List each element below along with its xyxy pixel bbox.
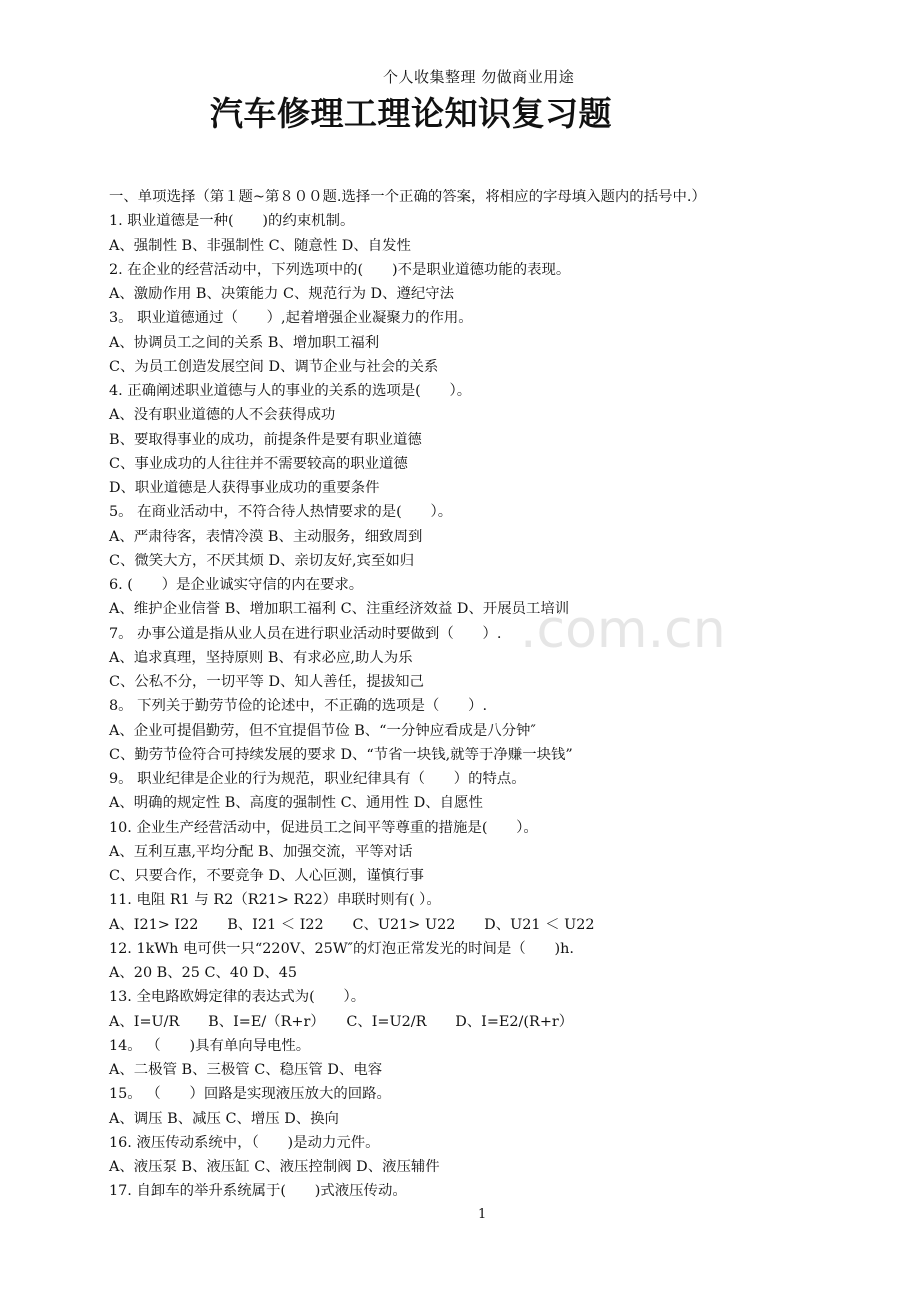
text-line: 一、单项选择（第１题~第８００题.选择一个正确的答案，将相应的字母填入题内的括号中.） xyxy=(109,189,706,205)
text-line: A、I21> I22 B、I21 ＜ I22 C、U21> U22 D、U21 ＜ U22 xyxy=(109,916,595,933)
text-line: 3。 职业道德通过（ ）,起着增强企业凝聚力的作用。 xyxy=(109,310,473,327)
text-line: 7。 办事公道是指从业人员在进行职业活动时要做到（ ）. xyxy=(109,625,502,642)
text-line: C、为员工创造发展空间 D、调节企业与社会的关系 xyxy=(109,358,439,375)
text-line: 5。 在商业活动中，不符合待人热情要求的是( ）。 xyxy=(109,504,453,521)
text-line: 2. 在企业的经营活动中，下列选项中的( )不是职业道德功能的表现。 xyxy=(109,261,571,278)
text-line: A、调压 B、减压 C、增压 D、换向 xyxy=(109,1110,339,1127)
text-line: C、微笑大方，不厌其烦 D、亲切友好,宾至如归 xyxy=(109,552,415,569)
page-number: 1 xyxy=(478,1207,487,1222)
text-line: 6. ( ）是企业诚实守信的内在要求。 xyxy=(109,577,364,593)
text-line: 16. 液压传动系统中，（ )是动力元件。 xyxy=(109,1134,380,1151)
text-line: 11. 电阻 R1 与 R2（R21> R22）串联时则有( ）。 xyxy=(109,892,441,909)
text-line: C、只要合作，不要竞争 D、人心叵测，谨慎行事 xyxy=(109,868,424,884)
text-line: 4. 正确阐述职业道德与人的事业的关系的选项是( ）。 xyxy=(109,383,472,399)
text-line: 10. 企业生产经营活动中，促进员工之间平等尊重的措施是( ）。 xyxy=(109,819,538,836)
text-line: 8。 下列关于勤劳节俭的论述中，不正确的选项是（ ）. xyxy=(109,698,488,715)
text-line: A、企业可提倡勤劳，但不宜提倡节俭 B、“一分钟应看成是八分钟″ xyxy=(109,722,536,739)
text-line: A、互利互惠,平均分配 B、加强交流，平等对话 xyxy=(109,843,413,860)
text-line: C、勤劳节俭符合可持续发展的要求 D、“节省一块钱,就等于净赚一块钱” xyxy=(109,746,573,763)
text-line: 15。 （ ）回路是实现液压放大的回路。 xyxy=(109,1086,391,1103)
text-line: A、强制性 B、非强制性 C、随意性 D、自发性 xyxy=(109,237,411,254)
header-note: 个人收集整理 勿做商业用途 xyxy=(383,68,575,86)
text-line: 14。 （ )具有单向导电性。 xyxy=(109,1037,311,1054)
text-line: D、职业道德是人获得事业成功的重要条件 xyxy=(109,480,380,496)
text-line: C、事业成功的人往往并不需要较高的职业道德 xyxy=(109,455,408,472)
text-line: C、公私不分，一切平等 D、知人善任，提拔知己 xyxy=(109,674,424,690)
text-line: 13. 全电路欧姆定律的表达式为( ）。 xyxy=(109,989,366,1006)
text-line: A、协调员工之间的关系 B、增加职工福利 xyxy=(109,334,380,351)
text-line: A、激励作用 B、决策能力 C、规范行为 D、遵纪守法 xyxy=(109,286,455,302)
text-line: A、明确的规定性 B、高度的强制性 C、通用性 D、自愿性 xyxy=(109,795,483,812)
text-line: A、没有职业道德的人不会获得成功 xyxy=(109,407,336,424)
text-line: A、二极管 B、三极管 C、稳压管 D、电容 xyxy=(109,1062,383,1078)
question-list xyxy=(109,185,789,1204)
text-line: A、液压泵 B、液压缸 C、液压控制阀 D、液压辅件 xyxy=(109,1159,440,1175)
watermark: .com.cn xyxy=(520,600,726,660)
text-line: A、I=U/R B、I=E/（R+r） C、I=U2/R D、I=E2/(R+r） xyxy=(109,1013,574,1030)
text-line: 1. 职业道德是一种( )的约束机制。 xyxy=(109,213,355,230)
text-line: 9。 职业纪律是企业的行为规范，职业纪律具有（ ）的特点。 xyxy=(109,771,526,787)
text-line: 12. 1kWh 电可供一只“220V、25W″的灯泡正常发光的时间是（ )h. xyxy=(109,940,574,957)
text-line: 17. 自卸车的举升系统属于( )式液压传动。 xyxy=(109,1183,407,1200)
text-line: A、严肃待客，表情冷漠 B、主动服务，细致周到 xyxy=(109,528,423,545)
text-line: A、维护企业信誉 B、增加职工福利 C、注重经济效益 D、开展员工培训 xyxy=(109,601,570,618)
text-line: B、要取得事业的成功，前提条件是要有职业道德 xyxy=(109,431,422,448)
text-line: A、20 B、25 C、40 D、45 xyxy=(109,965,298,981)
text-line: A、追求真理，坚持原则 B、有求必应,助人为乐 xyxy=(109,649,413,666)
document-title: 汽车修理工理论知识复习题 xyxy=(210,94,612,133)
